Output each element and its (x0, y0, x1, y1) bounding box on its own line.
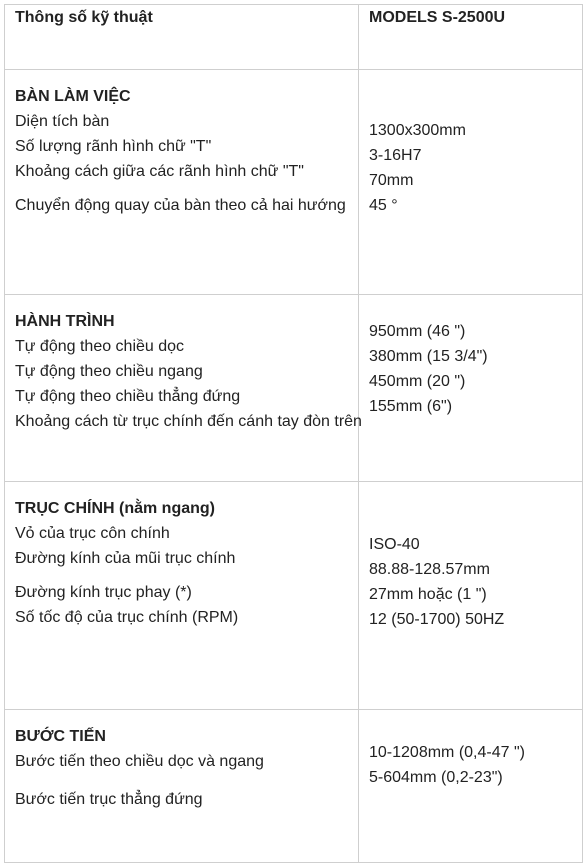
spec-item: Diện tích bàn (15, 113, 110, 130)
header-model: MODELS S-2500U (359, 5, 583, 70)
section-spindle (5, 482, 583, 710)
spec-value: 5-604mm (0,2-23") (369, 769, 503, 786)
section-label-cell (5, 70, 359, 295)
spec-item: Đường kính trục phay (*) (15, 584, 192, 601)
section-feed (5, 710, 583, 863)
spec-item: Đường kính của mũi trục chính (15, 550, 236, 567)
spec-value: 380mm (15 3/4") (369, 348, 488, 365)
section-title: BƯỚC TIẾN (15, 728, 106, 745)
spec-item: Số tốc độ của trục chính (RPM) (15, 609, 239, 626)
spec-item: Số lượng rãnh hình chữ "T" (15, 138, 212, 155)
section-label-cell (5, 710, 359, 863)
spec-value: 450mm (20 ") (369, 373, 466, 390)
section-title: BÀN LÀM VIỆC (15, 88, 131, 105)
spec-item: Bước tiến theo chiều dọc và ngang (15, 753, 264, 770)
spec-value: 950mm (46 ") (369, 323, 466, 340)
section-label-cell (5, 295, 362, 482)
spec-value: 12 (50-1700) 50HZ (369, 611, 505, 628)
spec-item: Chuyển động quay của bàn theo cả hai hướng (15, 197, 346, 214)
section-value-cell (359, 295, 583, 482)
spec-item: Khoảng cách từ trục chính đến cánh tay đòn trên (15, 413, 362, 430)
spec-item: Tự động theo chiều ngang (15, 363, 203, 380)
section-travel (5, 295, 583, 482)
spec-value: 27mm hoặc (1 ") (369, 586, 487, 603)
spec-table (4, 4, 583, 863)
spec-value: 10-1208mm (0,4-47 ") (369, 744, 525, 761)
spec-value: 88.88-128.57mm (369, 561, 490, 578)
spec-item: Bước tiến trục thẳng đứng (15, 791, 203, 808)
section-workbench (5, 70, 583, 295)
spec-value: ISO-40 (369, 536, 420, 553)
section-title: HÀNH TRÌNH (15, 313, 115, 330)
spec-value: 1300x300mm (369, 122, 466, 139)
spec-value: 3-16H7 (369, 147, 422, 164)
spec-item: Tự động theo chiều thẳng đứng (15, 388, 241, 405)
spec-value: 70mm (369, 172, 414, 189)
section-label-cell (5, 482, 359, 710)
section-value-cell (359, 70, 583, 295)
header-row (5, 5, 583, 70)
spec-value: 45 ° (369, 197, 398, 214)
spec-value: 155mm (6") (369, 398, 453, 415)
spec-item: Vỏ của trục côn chính (15, 525, 170, 542)
section-title: TRỤC CHÍNH (nằm ngang) (15, 500, 215, 517)
header-spec: Thông số kỹ thuật (5, 5, 359, 70)
section-value-cell (359, 482, 583, 710)
spec-item: Khoảng cách giữa các rãnh hình chữ "T" (15, 163, 304, 180)
section-value-cell (359, 710, 583, 863)
spec-item: Tự động theo chiều dọc (15, 338, 185, 355)
